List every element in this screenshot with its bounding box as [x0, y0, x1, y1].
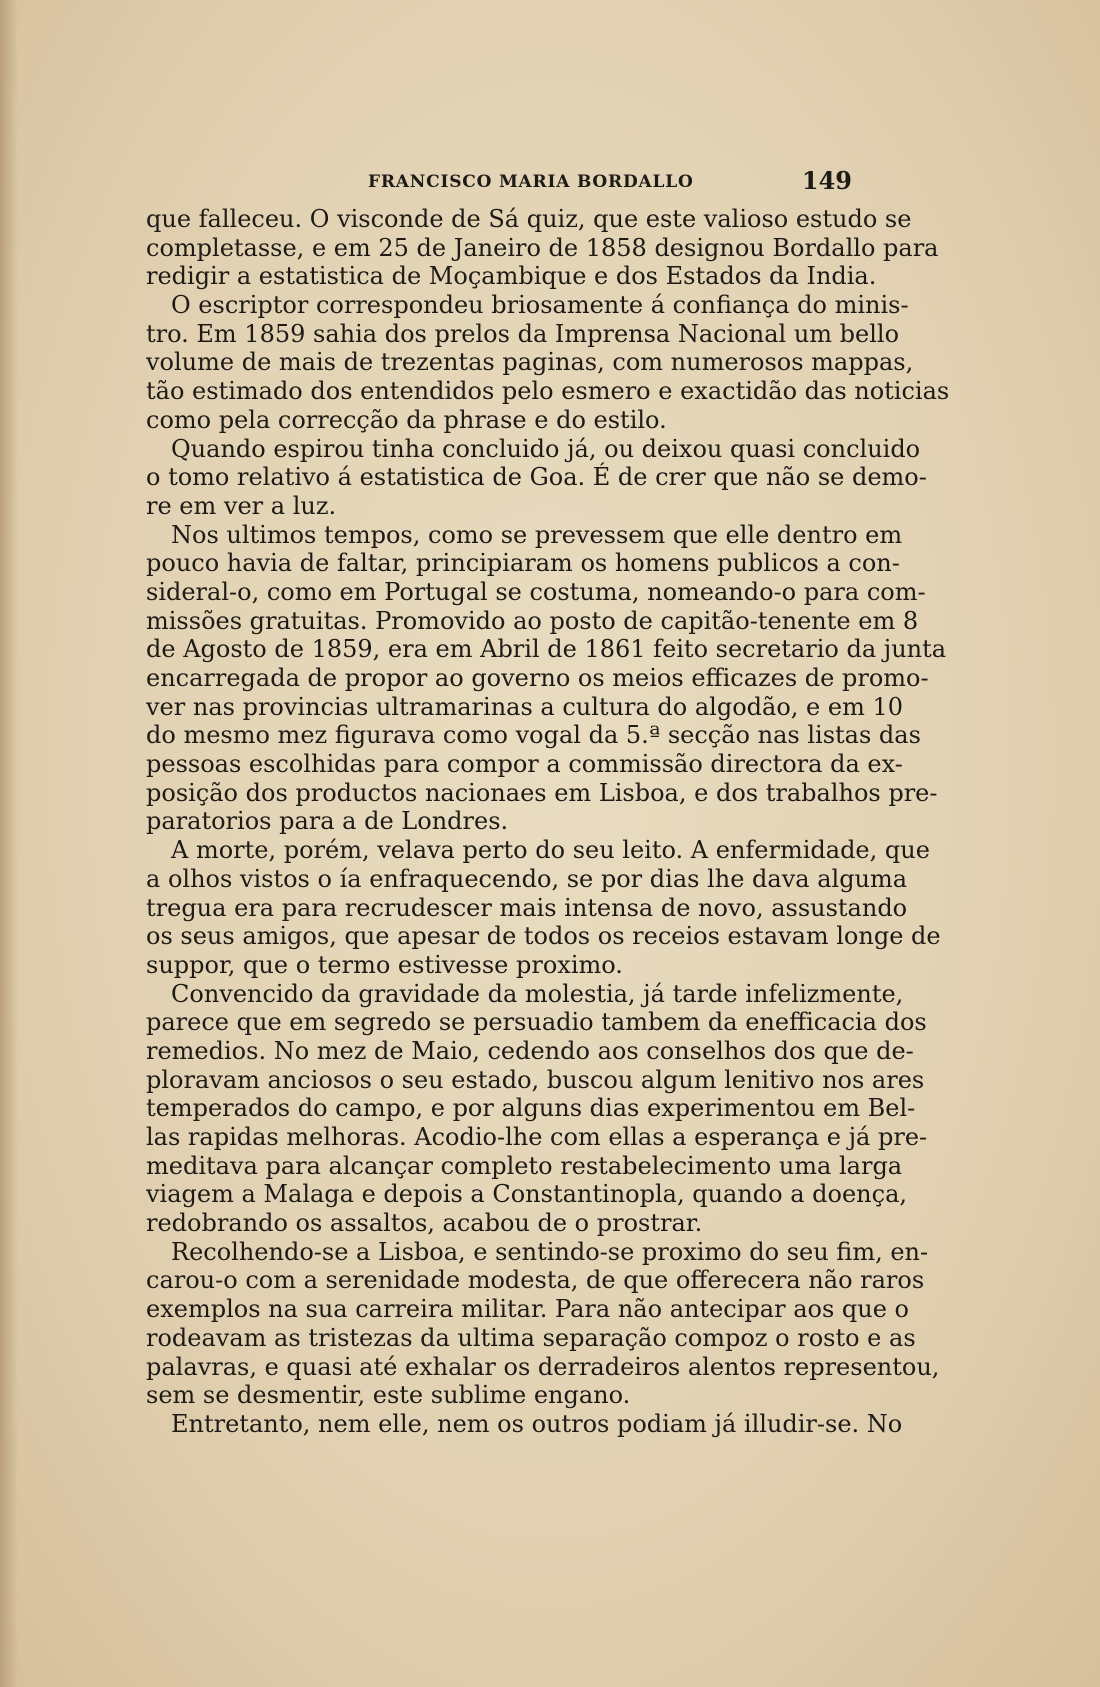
text-line: pouco havia de faltar, principiaram os homens publicos a con-	[146, 549, 900, 578]
text-line: carou-o com a serenidade modesta, de que offerecera não raros	[146, 1266, 925, 1295]
page-number: 149	[801, 166, 852, 195]
text-line: de Agosto de 1859, era em Abril de 1861 feito secretario da junta	[146, 635, 947, 664]
text-line: re em ver a luz.	[146, 491, 337, 520]
text-line: posição dos productos nacionaes em Lisboa, e dos trabalhos pre-	[146, 778, 938, 807]
running-title: FRANCISCO MARIA BORDALLO	[368, 172, 694, 192]
text-line: encarregada de propor ao governo os meios efficazes de promo-	[146, 664, 929, 692]
text-line: O escriptor correspondeu briosamente á confiança do minis-	[171, 291, 909, 320]
text-line: que falleceu. O visconde de Sá quiz, que este valioso estudo se	[146, 205, 912, 233]
text-line: remedios. No mez de Maio, cedendo aos conselhos dos que de-	[146, 1036, 914, 1065]
text-line: tro. Em 1859 sahia dos prelos da Imprensa Nacional um bello	[146, 319, 900, 348]
text-line: parece que em segredo se persuadio tambem da enefficacia dos	[146, 1008, 927, 1037]
text-line: o tomo relativo á estatistica de Goa. É de crer que não se demo-	[146, 463, 927, 492]
text-line: Recolhendo-se a Lisboa, e sentindo-se proximo do seu fim, en-	[171, 1237, 929, 1266]
text-line: redigir a estatistica de Moçambique e dos Estados da India.	[146, 262, 877, 291]
text-line: rodeavam as tristezas da ultima separação compoz o rosto e as	[146, 1323, 916, 1352]
text-line: viagem a Malaga e depois a Constantinopla, quando a doença,	[146, 1180, 908, 1209]
text-line: sideral-o, como em Portugal se costuma, nomeando-o para com-	[146, 577, 926, 606]
body-text	[146, 205, 950, 1439]
text-line: os seus amigos, que apesar de todos os receios estavam longe de	[146, 922, 941, 951]
text-line: ver nas provincias ultramarinas a cultura do algodão, e em 10	[146, 692, 904, 721]
text-line: pessoas escolhidas para compor a commissão directora da ex-	[146, 750, 903, 779]
text-line: Nos ultimos tempos, como se prevessem que elle dentro em	[171, 520, 903, 549]
text-line: do mesmo mez figurava como vogal da 5.ª secção nas listas das	[146, 721, 921, 750]
text-line: las rapidas melhoras. Acodio-lhe com ellas a esperança e já pre-	[146, 1123, 928, 1151]
page-header	[146, 168, 852, 198]
text-line: paratorios para a de Londres.	[146, 807, 509, 836]
text-line: redobrando os assaltos, acabou de o prostrar.	[146, 1209, 703, 1238]
text-line: Quando espirou tinha concluido já, ou deixou quasi concluido	[171, 434, 921, 463]
text-line: A morte, porém, velava perto do seu leito. A enfermidade, que	[171, 836, 930, 865]
page-edge-shadow	[0, 0, 18, 1687]
text-line: sem se desmentir, este sublime engano.	[146, 1381, 631, 1410]
text-line: ploravam anciosos o seu estado, buscou algum lenitivo nos ares	[146, 1065, 925, 1094]
text-line: tão estimado dos entendidos pelo esmero e exactidão das noticias	[146, 377, 950, 406]
text-line: palavras, e quasi até exhalar os derradeiros alentos representou,	[146, 1352, 940, 1381]
text-line: suppor, que o termo estivesse proximo.	[146, 950, 623, 979]
text-line: como pela correcção da phrase e do estilo.	[146, 405, 667, 434]
text-line: Entretanto, nem elle, nem os outros podiam já illudir-se. No	[171, 1409, 903, 1438]
text-line: exemplos na sua carreira militar. Para não antecipar aos que o	[146, 1295, 909, 1324]
text-line: completasse, e em 25 de Janeiro de 1858 designou Bordallo para	[146, 233, 939, 262]
text-line: temperados do campo, e por alguns dias experimentou em Bel-	[146, 1094, 916, 1123]
text-line: meditava para alcançar completo restabelecimento uma larga	[146, 1151, 903, 1180]
text-line: missões gratuitas. Promovido ao posto de capitão-tenente em 8	[146, 606, 919, 635]
text-line: volume de mais de trezentas paginas, com numerosos mappas,	[146, 348, 914, 377]
text-line: a olhos vistos o ía enfraquecendo, se por dias lhe dava alguma	[146, 864, 908, 893]
text-line: Convencido da gravidade da molestia, já tarde infelizmente,	[171, 979, 904, 1008]
text-line: tregua era para recrudescer mais intensa de novo, assustando	[146, 893, 908, 922]
